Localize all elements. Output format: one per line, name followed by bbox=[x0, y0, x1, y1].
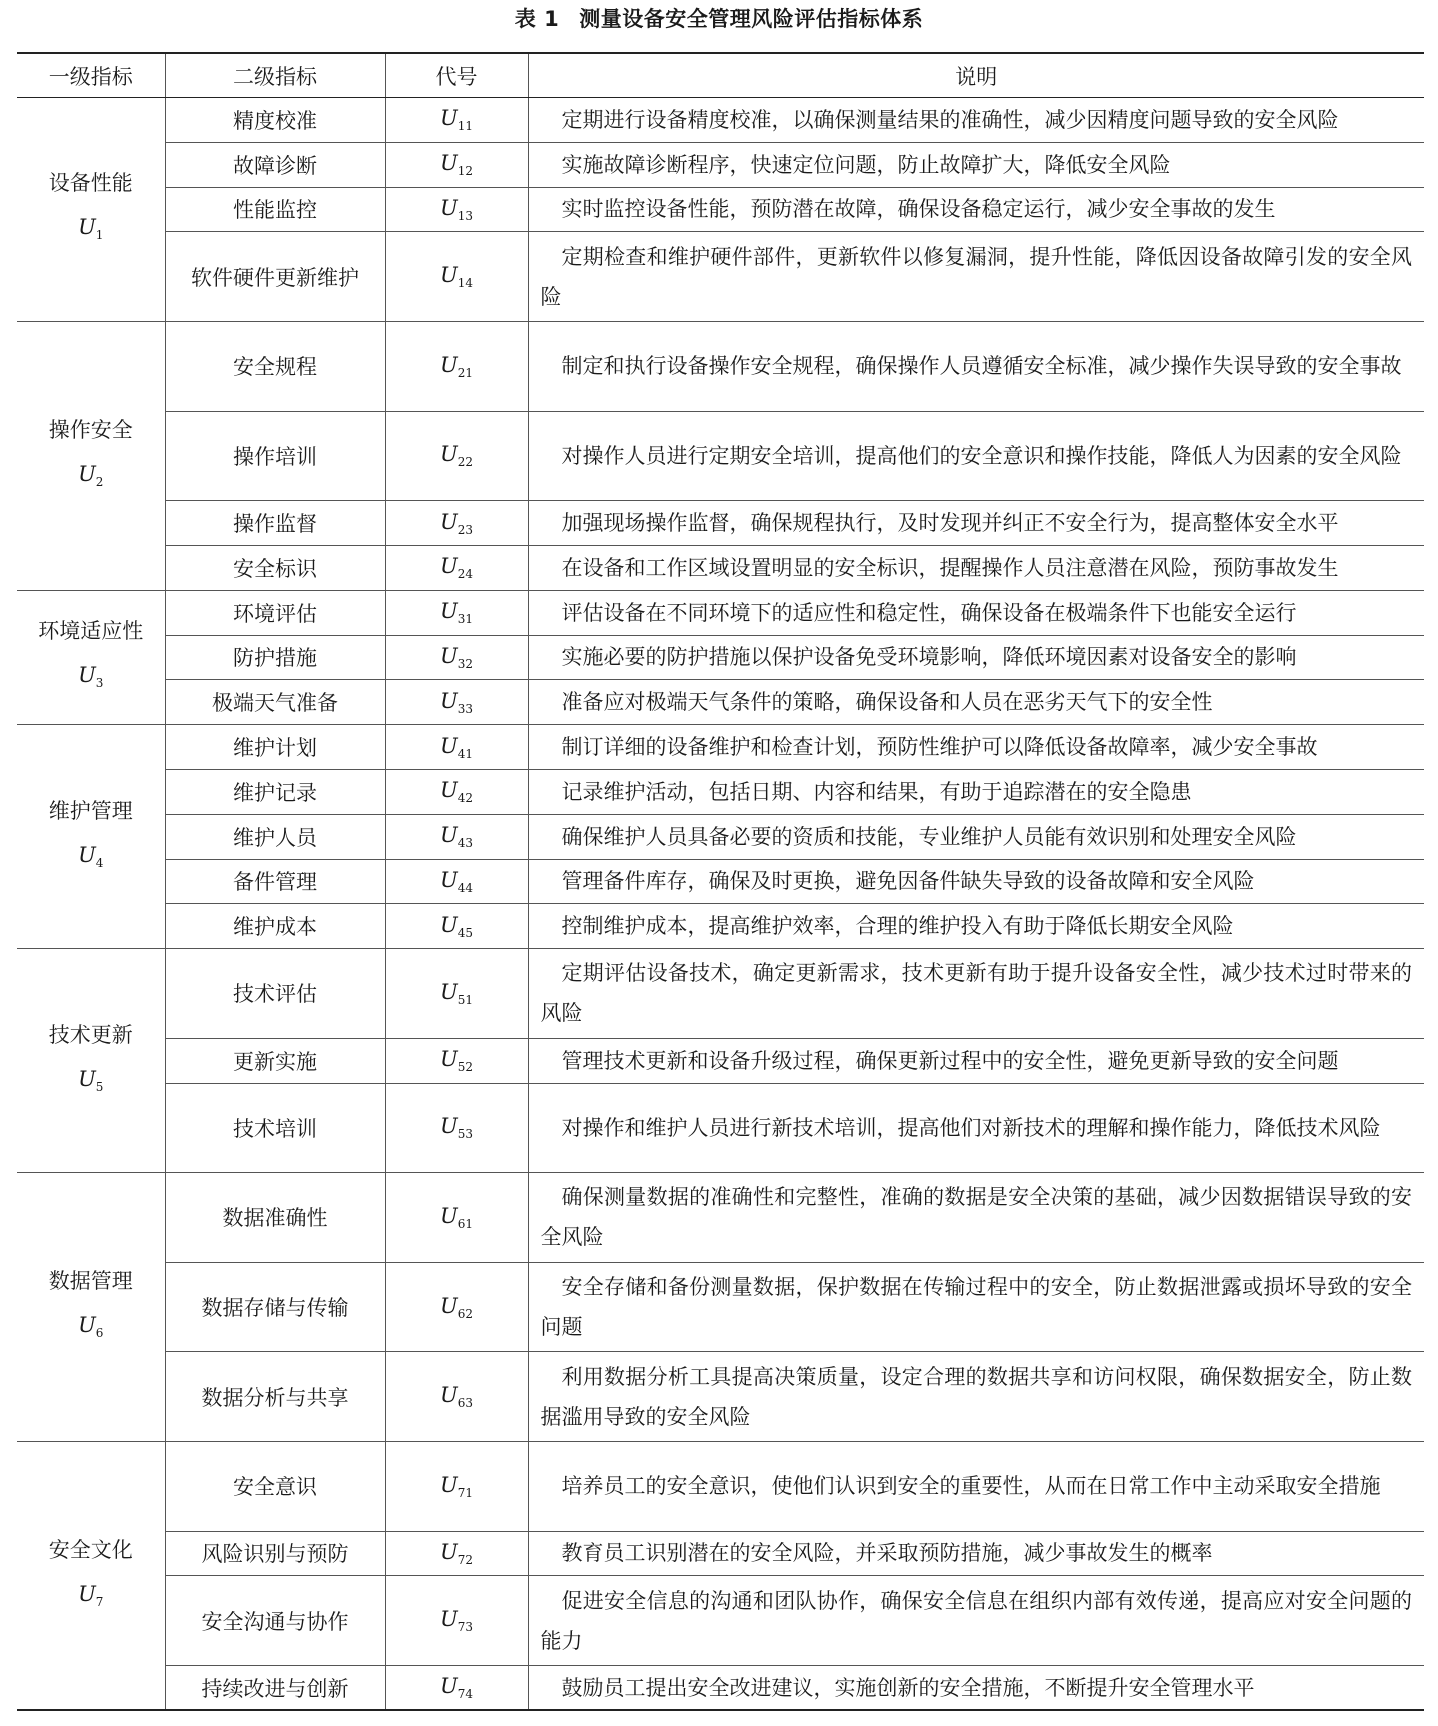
indicator-description: 安全存储和备份测量数据，保护数据在传输过程中的安全，防止数据泄露或损坏导致的安全问题 bbox=[528, 1262, 1424, 1352]
code-letter: U bbox=[78, 461, 96, 486]
indicator-code bbox=[385, 1576, 528, 1666]
level2-indicator: 技术培训 bbox=[165, 1083, 385, 1173]
indicator-code bbox=[385, 1173, 528, 1263]
level2-indicator: 安全规程 bbox=[165, 321, 385, 411]
level2-indicator: 软件硬件更新维护 bbox=[165, 232, 385, 322]
code-letter: U bbox=[440, 554, 458, 579]
code-subscript: 45 bbox=[457, 925, 473, 940]
code-subscript: 44 bbox=[457, 880, 473, 895]
code-letter: U bbox=[440, 1293, 458, 1318]
table-row bbox=[17, 1262, 1424, 1352]
code-subscript: 21 bbox=[457, 365, 473, 380]
indicator-description: 控制维护成本，提高维护效率，合理的维护投入有助于降低长期安全风险 bbox=[528, 904, 1424, 949]
code-subscript: 13 bbox=[457, 208, 473, 223]
level2-indicator: 更新实施 bbox=[165, 1038, 385, 1083]
table-row bbox=[17, 590, 1424, 635]
code-letter: U bbox=[440, 778, 458, 803]
indicator-code bbox=[385, 1038, 528, 1083]
table-row bbox=[17, 1441, 1424, 1531]
indicator-description: 教育员工识别潜在的安全风险，并采取预防措施，减少事故发生的概率 bbox=[528, 1531, 1424, 1576]
code-letter: U bbox=[440, 867, 458, 892]
level2-indicator: 数据分析与共享 bbox=[165, 1352, 385, 1442]
level1-indicator bbox=[17, 949, 165, 1173]
indicator-description: 评估设备在不同环境下的适应性和稳定性，确保设备在极端条件下也能安全运行 bbox=[528, 590, 1424, 635]
code-subscript: 71 bbox=[457, 1485, 473, 1500]
level1-indicator bbox=[17, 98, 165, 322]
code-letter: U bbox=[440, 643, 458, 668]
code-subscript: 4 bbox=[95, 855, 104, 870]
code-letter: U bbox=[440, 688, 458, 713]
code-letter: U bbox=[440, 1047, 458, 1072]
indicator-description: 实时监控设备性能，预防潜在故障，确保设备稳定运行，减少安全事故的发生 bbox=[528, 187, 1424, 232]
indicator-description: 培养员工的安全意识，使他们认识到安全的重要性，从而在日常工作中主动采取安全措施 bbox=[528, 1441, 1424, 1531]
indicator-code bbox=[385, 769, 528, 814]
code-letter: U bbox=[440, 151, 458, 176]
indicator-code bbox=[385, 232, 528, 322]
table-row bbox=[17, 98, 1424, 143]
code-letter: U bbox=[440, 599, 458, 624]
code-subscript: 73 bbox=[457, 1620, 473, 1635]
code-subscript: 24 bbox=[457, 567, 473, 582]
code-subscript: 42 bbox=[457, 791, 473, 806]
level2-indicator: 维护计划 bbox=[165, 725, 385, 770]
indicator-description: 实施故障诊断程序，快速定位问题，防止故障扩大，降低安全风险 bbox=[528, 142, 1424, 187]
code-subscript: 52 bbox=[457, 1060, 473, 1075]
table-row bbox=[17, 1173, 1424, 1263]
indicator-code bbox=[385, 321, 528, 411]
code-subscript: 63 bbox=[457, 1396, 473, 1411]
code-letter: U bbox=[440, 733, 458, 758]
code-letter: U bbox=[440, 1539, 458, 1564]
table-row bbox=[17, 142, 1424, 187]
indicator-code bbox=[385, 1665, 528, 1710]
level2-indicator: 故障诊断 bbox=[165, 142, 385, 187]
level2-indicator: 数据准确性 bbox=[165, 1173, 385, 1263]
table-row bbox=[17, 859, 1424, 904]
indicator-table bbox=[17, 52, 1424, 1711]
level1-indicator bbox=[17, 590, 165, 724]
level1-name: 维护管理 bbox=[48, 798, 133, 823]
level1-code bbox=[17, 653, 165, 705]
code-letter: U bbox=[78, 1066, 96, 1091]
level2-indicator: 操作培训 bbox=[165, 411, 385, 501]
table-row bbox=[17, 1083, 1424, 1173]
code-subscript: 51 bbox=[457, 992, 473, 1007]
indicator-description: 记录维护活动，包括日期、内容和结果，有助于追踪潜在的安全隐患 bbox=[528, 769, 1424, 814]
code-subscript: 74 bbox=[457, 1687, 473, 1702]
table-row bbox=[17, 769, 1424, 814]
level2-indicator: 安全意识 bbox=[165, 1441, 385, 1531]
code-subscript: 14 bbox=[457, 276, 473, 291]
code-subscript: 53 bbox=[457, 1127, 473, 1142]
indicator-code bbox=[385, 501, 528, 546]
indicator-code bbox=[385, 187, 528, 232]
code-subscript: 3 bbox=[95, 676, 104, 691]
code-letter: U bbox=[440, 823, 458, 848]
indicator-description: 利用数据分析工具提高决策质量，设定合理的数据共享和访问权限，确保数据安全，防止数据滥用导致的安全风险 bbox=[528, 1352, 1424, 1442]
code-subscript: 5 bbox=[95, 1079, 104, 1094]
table-row bbox=[17, 411, 1424, 501]
indicator-description: 在设备和工作区域设置明显的安全标识，提醒操作人员注意潜在风险，预防事故发生 bbox=[528, 545, 1424, 590]
table-row bbox=[17, 680, 1424, 725]
code-letter: U bbox=[440, 442, 458, 467]
indicator-code bbox=[385, 1262, 528, 1352]
indicator-code bbox=[385, 814, 528, 859]
code-letter: U bbox=[440, 263, 458, 288]
code-letter: U bbox=[440, 912, 458, 937]
table-row bbox=[17, 949, 1424, 1039]
indicator-description: 促进安全信息的沟通和团队协作，确保安全信息在组织内部有效传递，提高应对安全问题的能力 bbox=[528, 1576, 1424, 1666]
level2-indicator: 环境评估 bbox=[165, 590, 385, 635]
indicator-code bbox=[385, 545, 528, 590]
indicator-description: 管理备件库存，确保及时更换，避免因备件缺失导致的设备故障和安全风险 bbox=[528, 859, 1424, 904]
level1-indicator bbox=[17, 321, 165, 590]
indicator-code bbox=[385, 98, 528, 143]
level1-code bbox=[17, 1303, 165, 1355]
code-subscript: 2 bbox=[95, 474, 104, 489]
header-description: 说明 bbox=[528, 53, 1424, 98]
code-letter: U bbox=[78, 1313, 96, 1338]
indicator-code bbox=[385, 904, 528, 949]
indicator-code bbox=[385, 1352, 528, 1442]
code-subscript: 61 bbox=[457, 1216, 473, 1231]
level1-name: 数据管理 bbox=[48, 1269, 133, 1294]
indicator-code bbox=[385, 725, 528, 770]
indicator-code bbox=[385, 949, 528, 1039]
table-row bbox=[17, 1576, 1424, 1666]
level1-code bbox=[17, 205, 165, 257]
level2-indicator: 安全沟通与协作 bbox=[165, 1576, 385, 1666]
indicator-description: 定期评估设备技术，确定更新需求，技术更新有助于提升设备安全性，减少技术过时带来的风险 bbox=[528, 949, 1424, 1039]
level1-indicator bbox=[17, 1441, 165, 1710]
indicator-description: 实施必要的防护措施以保护设备免受环境影响，降低环境因素对设备安全的影响 bbox=[528, 635, 1424, 680]
table-row bbox=[17, 1038, 1424, 1083]
indicator-code bbox=[385, 142, 528, 187]
indicator-description: 鼓励员工提出安全改进建议，实施创新的安全措施，不断提升安全管理水平 bbox=[528, 1665, 1424, 1710]
code-letter: U bbox=[440, 1383, 458, 1408]
level1-code bbox=[17, 1057, 165, 1109]
code-subscript: 43 bbox=[457, 836, 473, 851]
code-subscript: 33 bbox=[457, 701, 473, 716]
table-row bbox=[17, 725, 1424, 770]
table-title: 测量设备安全管理风险评估指标体系 bbox=[579, 7, 924, 31]
indicator-description: 确保维护人员具备必要的资质和技能，专业维护人员能有效识别和处理安全风险 bbox=[528, 814, 1424, 859]
level1-indicator bbox=[17, 1173, 165, 1442]
code-letter: U bbox=[440, 1607, 458, 1632]
code-subscript: 1 bbox=[95, 228, 104, 243]
indicator-description: 定期检查和维护硬件部件，更新软件以修复漏洞，提升性能，降低因设备故障引发的安全风险 bbox=[528, 232, 1424, 322]
indicator-description: 制定和执行设备操作安全规程，确保操作人员遵循安全标准，减少操作失误导致的安全事故 bbox=[528, 321, 1424, 411]
code-subscript: 22 bbox=[457, 455, 473, 470]
indicator-code bbox=[385, 859, 528, 904]
indicator-description: 加强现场操作监督，确保规程执行，及时发现并纠正不安全行为，提高整体安全水平 bbox=[528, 501, 1424, 546]
level2-indicator: 持续改进与创新 bbox=[165, 1665, 385, 1710]
code-letter: U bbox=[78, 663, 96, 688]
table-row bbox=[17, 1531, 1424, 1576]
table-row bbox=[17, 904, 1424, 949]
level1-name: 安全文化 bbox=[48, 1537, 133, 1562]
code-letter: U bbox=[440, 352, 458, 377]
level2-indicator: 极端天气准备 bbox=[165, 680, 385, 725]
code-letter: U bbox=[440, 106, 458, 131]
level1-name: 操作安全 bbox=[48, 417, 133, 442]
code-letter: U bbox=[78, 842, 96, 867]
indicator-description: 定期进行设备精度校准，以确保测量结果的准确性，减少因精度问题导致的安全风险 bbox=[528, 98, 1424, 143]
level2-indicator: 操作监督 bbox=[165, 501, 385, 546]
code-subscript: 23 bbox=[457, 522, 473, 537]
indicator-description: 管理技术更新和设备升级过程，确保更新过程中的安全性，避免更新导致的安全问题 bbox=[528, 1038, 1424, 1083]
level1-code bbox=[17, 833, 165, 885]
indicator-code bbox=[385, 1531, 528, 1576]
level1-code bbox=[17, 452, 165, 504]
code-subscript: 7 bbox=[95, 1594, 104, 1609]
level2-indicator: 风险识别与预防 bbox=[165, 1531, 385, 1576]
level2-indicator: 维护人员 bbox=[165, 814, 385, 859]
table-row bbox=[17, 635, 1424, 680]
code-subscript: 32 bbox=[457, 656, 473, 671]
code-letter: U bbox=[440, 1472, 458, 1497]
code-subscript: 72 bbox=[457, 1552, 473, 1567]
table-header bbox=[17, 53, 1424, 98]
level1-indicator bbox=[17, 725, 165, 949]
code-letter: U bbox=[78, 215, 96, 240]
indicator-code bbox=[385, 1441, 528, 1531]
level2-indicator: 维护记录 bbox=[165, 769, 385, 814]
table-row bbox=[17, 187, 1424, 232]
indicator-code bbox=[385, 1083, 528, 1173]
indicator-code bbox=[385, 411, 528, 501]
code-subscript: 12 bbox=[457, 164, 473, 179]
level2-indicator: 安全标识 bbox=[165, 545, 385, 590]
code-letter: U bbox=[440, 979, 458, 1004]
code-letter: U bbox=[78, 1581, 96, 1606]
code-letter: U bbox=[440, 1203, 458, 1228]
header-code: 代号 bbox=[385, 53, 528, 98]
indicator-code bbox=[385, 680, 528, 725]
level2-indicator: 性能监控 bbox=[165, 187, 385, 232]
code-subscript: 41 bbox=[457, 746, 473, 761]
table-row bbox=[17, 321, 1424, 411]
table-body bbox=[17, 98, 1424, 1711]
level2-indicator: 数据存储与传输 bbox=[165, 1262, 385, 1352]
level2-indicator: 维护成本 bbox=[165, 904, 385, 949]
table-row bbox=[17, 1352, 1424, 1442]
table-caption bbox=[0, 4, 1438, 34]
level1-code bbox=[17, 1572, 165, 1624]
table-row bbox=[17, 1665, 1424, 1710]
level2-indicator: 技术评估 bbox=[165, 949, 385, 1039]
code-letter: U bbox=[440, 195, 458, 220]
header-level2: 二级指标 bbox=[165, 53, 385, 98]
indicator-description: 准备应对极端天气条件的策略，确保设备和人员在恶劣天气下的安全性 bbox=[528, 680, 1424, 725]
code-subscript: 31 bbox=[457, 612, 473, 627]
indicator-code bbox=[385, 590, 528, 635]
indicator-description: 对操作人员进行定期安全培训，提高他们的安全意识和操作技能，降低人为因素的安全风险 bbox=[528, 411, 1424, 501]
code-letter: U bbox=[440, 1114, 458, 1139]
indicator-description: 确保测量数据的准确性和完整性，准确的数据是安全决策的基础，减少因数据错误导致的安全风险 bbox=[528, 1173, 1424, 1263]
level2-indicator: 防护措施 bbox=[165, 635, 385, 680]
indicator-code bbox=[385, 635, 528, 680]
table-row bbox=[17, 545, 1424, 590]
code-subscript: 11 bbox=[457, 119, 473, 134]
table-row bbox=[17, 814, 1424, 859]
code-letter: U bbox=[440, 509, 458, 534]
level1-name: 环境适应性 bbox=[38, 619, 144, 644]
indicator-description: 制订详细的设备维护和检查计划，预防性维护可以降低设备故障率，减少安全事故 bbox=[528, 725, 1424, 770]
level2-indicator: 精度校准 bbox=[165, 98, 385, 143]
code-letter: U bbox=[440, 1674, 458, 1699]
header-level1: 一级指标 bbox=[17, 53, 165, 98]
code-subscript: 62 bbox=[457, 1306, 473, 1321]
table-number: 表 1 bbox=[514, 7, 560, 31]
code-subscript: 6 bbox=[95, 1326, 104, 1341]
level2-indicator: 备件管理 bbox=[165, 859, 385, 904]
level1-name: 设备性能 bbox=[48, 171, 133, 196]
level1-name: 技术更新 bbox=[48, 1022, 133, 1047]
table-row bbox=[17, 501, 1424, 546]
indicator-description: 对操作和维护人员进行新技术培训，提高他们对新技术的理解和操作能力，降低技术风险 bbox=[528, 1083, 1424, 1173]
table-row bbox=[17, 232, 1424, 322]
